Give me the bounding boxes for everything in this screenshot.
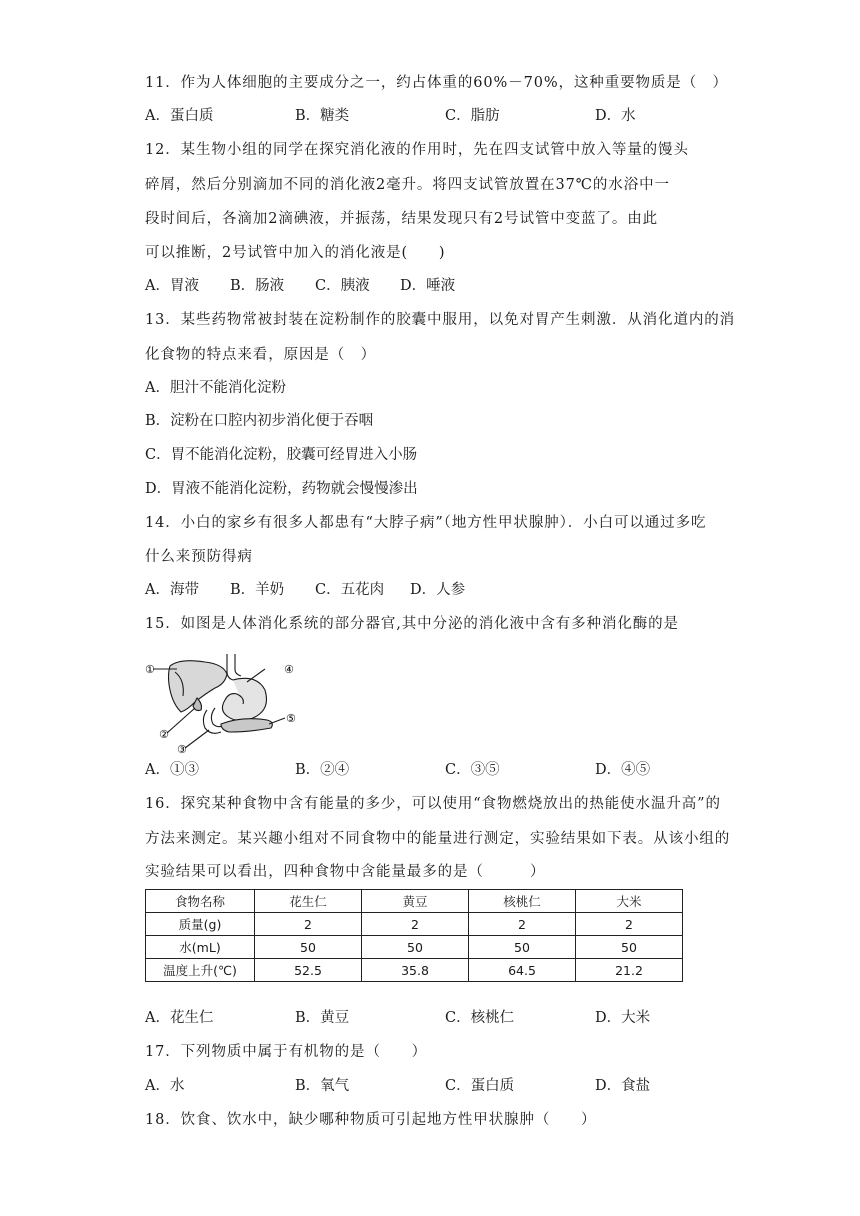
q17-option-a: A．水 [145, 1078, 185, 1094]
digestive-organs-figure [145, 654, 305, 754]
q15-option-d: D．④⑤ [595, 762, 651, 778]
q16-option-a: A．花生仁 [145, 1010, 214, 1026]
pancreas-shape [221, 719, 272, 732]
q18-stem: 18．饮食、饮水中，缺少哪种物质可引起地方性甲状腺肿（ ） [145, 1112, 597, 1128]
table-cell: 2 [255, 913, 362, 936]
q16-option-c: C．核桃仁 [445, 1010, 515, 1026]
table-header-row [146, 890, 683, 913]
figure-label-5: ⑤ [286, 712, 296, 725]
q14-option-c: C．五花肉 [315, 582, 385, 598]
figure-label-1: ① [145, 663, 155, 676]
q12-option-d: D．唾液 [400, 278, 456, 294]
q11-stem: 11．作为人体细胞的主要成分之一，约占体重的60%－70%，这种重要物质是（ ） [145, 75, 728, 91]
q14-stem-line: 14．小白的家乡有很多人都患有“大脖子病”（地方性甲状腺肿）．小白可以通过多吃 [145, 515, 707, 531]
stomach-shape [222, 678, 266, 720]
table-header-cell: 食物名称 [146, 890, 255, 913]
table-cell: 2 [576, 913, 683, 936]
q15-stem: 15．如图是人体消化系统的部分器官,其中分泌的消化液中含有多种消化酶的是 [145, 616, 679, 632]
q12-option-a: A．胃液 [145, 278, 199, 294]
table-cell: 50 [576, 936, 683, 959]
table-cell: 温度上升(℃) [146, 959, 255, 982]
q11-option-c: C．脂肪 [445, 108, 500, 124]
table-row [146, 936, 683, 959]
esophagus-shape [227, 654, 233, 680]
q13-option-b: B．淀粉在口腔内初步消化便于吞咽 [145, 413, 374, 429]
q14-option-a: A．海带 [145, 582, 199, 598]
q12-stem-line: 可以推断，2号试管中加入的消化液是( ) [145, 245, 446, 261]
table-cell: 水(mL) [146, 936, 255, 959]
table-cell: 2 [362, 913, 469, 936]
table-row [146, 959, 683, 982]
q16-option-d: D．大米 [595, 1010, 651, 1026]
figure-label-2: ② [159, 728, 169, 741]
table-cell: 50 [255, 936, 362, 959]
table-cell: 50 [362, 936, 469, 959]
q17-option-c: C．蛋白质 [445, 1078, 515, 1094]
table-header-cell: 花生仁 [255, 890, 362, 913]
q11-option-a: A．蛋白质 [145, 108, 214, 124]
table-cell: 质量(g) [146, 913, 255, 936]
q12-option-b: B．肠液 [230, 278, 285, 294]
q16-stem-line: 实验结果可以看出，四种食物中含能量最多的是（ ） [145, 864, 546, 880]
q13-option-c: C．胃不能消化淀粉，胶囊可经胃进入小肠 [145, 447, 418, 463]
q14-option-d: D．人参 [410, 582, 466, 598]
table-header-cell: 核桃仁 [469, 890, 576, 913]
q13-stem-line: 13．某些药物常被封装在淀粉制作的胶囊中服用，以免对胃产生刺激．从消化道内的消 [145, 312, 736, 328]
q15-option-c: C．③⑤ [445, 762, 500, 778]
table-cell: 64.5 [469, 959, 576, 982]
q12-stem-line: 段时间后，各滴加2滴碘液，并振荡，结果发现只有2号试管中变蓝了。由此 [145, 211, 659, 227]
q12-stem-line: 12．某生物小组的同学在探究消化液的作用时，先在四支试管中放入等量的馒头 [145, 142, 689, 158]
q17-option-d: D．食盐 [595, 1078, 651, 1094]
table-row [146, 913, 683, 936]
q13-option-a: A．胆汁不能消化淀粉 [145, 380, 286, 396]
table-cell: 35.8 [362, 959, 469, 982]
q15-option-b: B．②④ [295, 762, 350, 778]
q11-option-b: B．糖类 [295, 108, 350, 124]
q16-stem-line: 方法来测定。某兴趣小组对不同食物中的能量进行测定，实验结果如下表。从该小组的 [145, 831, 731, 847]
q17-stem: 17．下列物质中属于有机物的是（ ） [145, 1044, 428, 1060]
table-cell: 21.2 [576, 959, 683, 982]
table-header-cell: 大米 [576, 890, 683, 913]
figure-label-3: ③ [177, 743, 187, 754]
q16-stem-line: 16．探究某种食物中含有能量的多少，可以使用“食物燃烧放出的热能使水温升高”的 [145, 796, 721, 812]
q14-stem-line: 什么来预防得病 [145, 549, 253, 565]
table-cell: 50 [469, 936, 576, 959]
q12-option-c: C．胰液 [315, 278, 370, 294]
food-energy-table [145, 889, 683, 982]
table-cell: 52.5 [255, 959, 362, 982]
q14-option-b: B．羊奶 [230, 582, 285, 598]
figure-label-4: ④ [284, 663, 294, 676]
q11-option-d: D．水 [595, 108, 636, 124]
q16-option-b: B．黄豆 [295, 1010, 350, 1026]
q12-stem-line: 碎屑，然后分别滴加不同的消化液2毫升。将四支试管放置在37℃的水浴中一 [145, 177, 670, 193]
table-cell: 2 [469, 913, 576, 936]
q13-option-d: D．胃液不能消化淀粉，药物就会慢慢渗出 [145, 481, 418, 497]
q15-option-a: A．①③ [145, 762, 199, 778]
q17-option-b: B．氧气 [295, 1078, 350, 1094]
q13-stem-line: 化食物的特点来看，原因是（ ） [145, 347, 376, 363]
table-header-cell: 黄豆 [362, 890, 469, 913]
